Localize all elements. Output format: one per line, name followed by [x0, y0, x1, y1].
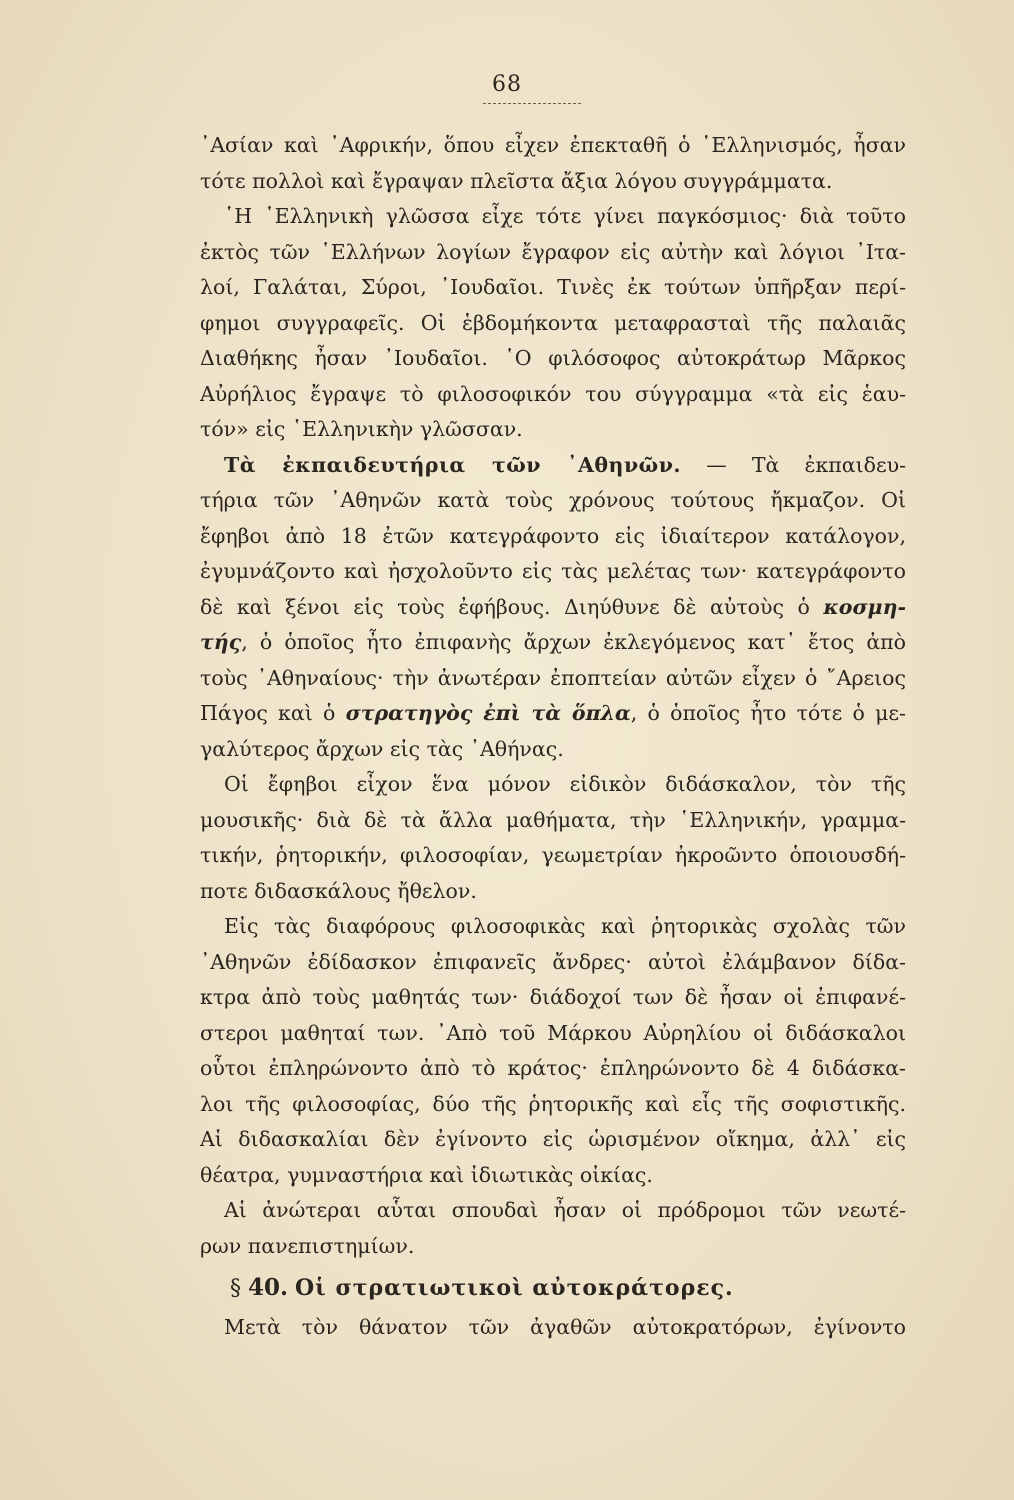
text-line-21: τικήν, ῥητορικήν, φιλοσοφίαν, γεωμετρίαν ἠκροῶντο ὁποιουσδή-: [200, 843, 906, 867]
text-line-17: [200, 696, 906, 732]
text-line-10-rest: — Τὰ ἐκπαιδευ-: [681, 452, 906, 477]
text-line-27: οὗτοι ἐπληρώνοντο ἀπὸ τὸ κράτος· ἐπληρώνοντο δὲ 4 διδάσκα-: [200, 1056, 906, 1080]
text-line-28: λοι τῆς φιλοσοφίας, δύο τῆς ῥητορικῆς καὶ εἷς τῆς σοφιστικῆς.: [200, 1091, 906, 1116]
text-line-13: ἐγυμνάζοντο καὶ ἠσχολοῦντο εἰς τὰς μελέτας των· κατεγράφοντο: [200, 559, 906, 583]
text-line-18: γαλύτερος ἄρχων εἰς τὰς ᾿Αθήνας.: [200, 736, 564, 761]
text-line-17-start: Πάγος καὶ ὁ: [200, 701, 346, 725]
text-line-32: ρων πανεπιστημίων.: [200, 1233, 415, 1258]
text-line-26: στεροι μαθηταί των. ᾿Απὸ τοῦ Μάρκου Αὐρηλίου οἱ διδάσκαλοι: [200, 1020, 906, 1045]
text-line-final: Μετὰ τὸν θάνατον τῶν ἀγαθῶν αὐτοκρατόρων, ἐγίνοντο: [224, 1315, 906, 1339]
text-line-31: Αἱ ἀνώτεραι αὗται σπουδαὶ ἦσαν οἱ πρόδρομοι τῶν νεωτέ-: [224, 1198, 906, 1222]
term-kosmitis-end: τής: [200, 630, 242, 654]
text-line-7: Διαθήκης ἦσαν ᾿Ιουδαῖοι. ῾Ο φιλόσοφος αὐτοκράτωρ Μᾶρκος: [200, 346, 906, 370]
text-line-9: τόν» εἰς ῾Ελληνικὴν γλῶσσαν.: [200, 417, 523, 441]
page-number: 68: [492, 72, 522, 97]
text-line-1: ᾿Ασίαν καὶ ᾿Αφρικήν, ὅπου εἶχεν ἐπεκταθῆ ὁ ῾Ελληνισμός, ἦσαν: [200, 133, 906, 157]
text-line-15-rest: , ὁ ὁποῖος ἦτο ἐπιφανὴς ἄρχων ἐκλεγόμενος κατ᾿ ἔτος ἀπὸ: [241, 630, 906, 654]
text-line-10: [200, 448, 906, 484]
text-line-22: ποτε διδασκάλους ἤθελον.: [200, 878, 477, 903]
inline-heading-schools: Τὰ ἐκπαιδευτήρια τῶν ᾿Αθηνῶν.: [224, 452, 682, 477]
term-kosmitis: κοσμη-: [823, 594, 906, 619]
text-line-19: Οἱ ἔφηβοι εἶχον ἕνα μόνον εἰδικὸν διδάσκαλον, τὸν τῆς: [224, 772, 906, 796]
text-line-12: ἔφηβοι ἀπὸ 18 ἐτῶν κατεγράφοντο εἰς ἰδιαίτερον κατάλογον,: [200, 523, 906, 548]
text-line-6: φημοι συγγραφεῖς. Οἱ ἑβδομήκοντα μεταφρασταὶ τῆς παλαιᾶς: [200, 310, 906, 335]
section-heading: [200, 1270, 906, 1308]
text-line-24: ᾿Αθηνῶν ἐδίδασκον ἐπιφανεῖς ἄνδρες· αὐτοὶ ἐλάμβανον δίδα-: [200, 949, 906, 974]
text-line-3: ῾Η ῾Ελληνικὴ γλῶσσα εἶχε τότε γίνει παγκόσμιος· διὰ τοῦτο: [224, 204, 906, 228]
text-line-20: μουσικῆς· διὰ δὲ τὰ ἄλλα μαθήματα, τὴν ῾Ελληνικήν, γραμμα-: [200, 807, 906, 832]
text-line-14: [200, 590, 906, 626]
text-line-17-rest: , ὁ ὁποῖος ἦτο τότε ὁ με-: [630, 701, 906, 725]
text-line-30: θέατρα, γυμναστήρια καὶ ἰδιωτικὰς οἰκίας.: [200, 1162, 653, 1187]
text-line-14-start: δὲ καὶ ξένοι εἰς τοὺς ἐφήβους. Διηύθυνε δὲ αὐτοὺς ὁ: [200, 594, 810, 619]
text-line-5: λοί, Γαλάται, Σύροι, ᾿Ιουδαῖοι. Τινὲς ἐκ τούτων ὑπῆρξαν περί-: [200, 275, 906, 299]
section-number: 40.: [248, 1274, 289, 1301]
text-line-2: τότε πολλοὶ καὶ ἔγραψαν πλεῖστα ἄξια λόγου συγγράμματα.: [200, 168, 833, 193]
text-line-23: Εἰς τὰς διαφόρους φιλοσοφικὰς καὶ ῥητορικὰς σχολὰς τῶν: [224, 914, 906, 938]
body-text: [200, 128, 906, 1346]
text-line-11: τήρια τῶν ᾿Αθηνῶν κατὰ τοὺς χρόνους τούτους ἤκμαζον. Οἱ: [200, 488, 906, 512]
section-title: Οἱ στρατιωτικοὶ αὐτοκράτορες.: [295, 1275, 734, 1301]
page-number-rule: [483, 103, 581, 104]
text-line-29: Αἱ διδασκαλίαι δὲν ἐγίνοντο εἰς ὡρισμένον οἴκημα, ἀλλ᾿ εἰς: [200, 1127, 906, 1151]
text-line-16: τοὺς ᾿Αθηναίους· τὴν ἀνωτέραν ἐποπτείαν αὐτῶν εἶχεν ὁ ῎Αρειος: [200, 665, 906, 690]
text-line-8: Αὐρήλιος ἔγραψε τὸ φιλοσοφικόν του σύγγραμμα «τὰ εἰς ἑαυ-: [200, 381, 906, 406]
text-line-25: κτρα ἀπὸ τοὺς μαθητάς των· διάδοχοί των δὲ ἦσαν οἱ ἐπιφανέ-: [200, 985, 906, 1009]
section-mark: §: [230, 1276, 241, 1301]
text-line-15: [200, 625, 906, 661]
text-line-4: ἐκτὸς τῶν ῾Ελλήνων λογίων ἔγραφον εἰς αὐτὴν καὶ λόγιοι ᾿Ιτα-: [200, 239, 906, 264]
term-strategos: στρατηγὸς ἐπὶ τὰ ὅπλα: [345, 701, 631, 725]
